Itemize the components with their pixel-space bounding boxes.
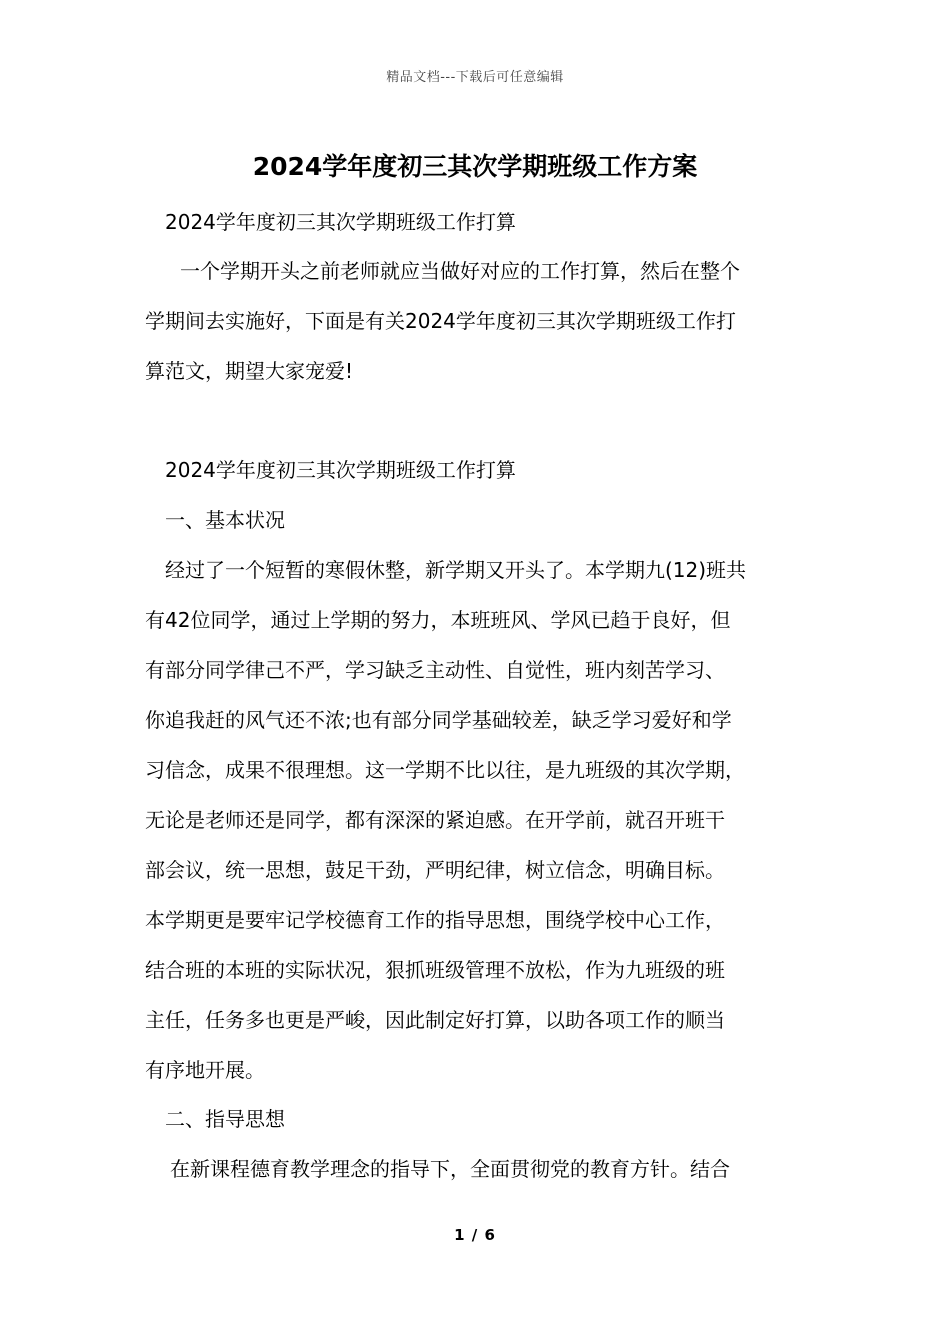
section-heading: 一、基本状况 (165, 508, 285, 532)
body-line: 无论是老师还是同学，都有深深的紧迫感。在开学前，就召开班干 (145, 808, 725, 832)
body-line: 本学期更是要牢记学校德育工作的指导思想，围绕学校中心工作， (145, 908, 725, 932)
body-line: 主任，任务多也更是严峻，因此制定好打算，以助各项工作的顺当 (145, 1008, 725, 1032)
body-line: 在新课程德育教学理念的指导下，全面贯彻党的教育方针。结合 (170, 1157, 730, 1181)
page-number: 1 / 6 (454, 1226, 496, 1244)
subtitle-line: 2024学年度初三其次学期班级工作打算 (165, 210, 516, 234)
body-line: 部会议，统一思想，鼓足干劲，严明纪律，树立信念，明确目标。 (145, 858, 725, 882)
document-header-note: 精品文档---下载后可任意编辑 (386, 70, 564, 85)
body-line: 你追我赶的风气还不浓;也有部分同学基础较差，缺乏学习爱好和学 (145, 708, 732, 732)
body-line: 习信念，成果不很理想。这一学期不比以往，是九班级的其次学期， (145, 758, 745, 782)
intro-line: 一个学期开头之前老师就应当做好对应的工作打算，然后在整个 (180, 259, 740, 283)
body-line: 有序地开展。 (145, 1058, 265, 1082)
body-line: 有42位同学，通过上学期的努力，本班班风、学风已趋于良好，但 (145, 608, 731, 632)
body-line: 经过了一个短暂的寒假休整，新学期又开头了。本学期九(12)班共 (165, 558, 747, 582)
section-heading: 二、指导思想 (165, 1107, 285, 1131)
intro-line: 学期间去实施好，下面是有关2024学年度初三其次学期班级工作打 (145, 309, 736, 333)
intro-line: 算范文，期望大家宠爱! (145, 359, 354, 383)
body-line: 结合班的本班的实际状况，狠抓班级管理不放松，作为九班级的班 (145, 958, 725, 982)
subtitle-line: 2024学年度初三其次学期班级工作打算 (165, 458, 516, 482)
document-title: 2024学年度初三其次学期班级工作方案 (252, 152, 698, 181)
body-line: 有部分同学律己不严，学习缺乏主动性、自觉性，班内刻苦学习、 (145, 658, 725, 682)
